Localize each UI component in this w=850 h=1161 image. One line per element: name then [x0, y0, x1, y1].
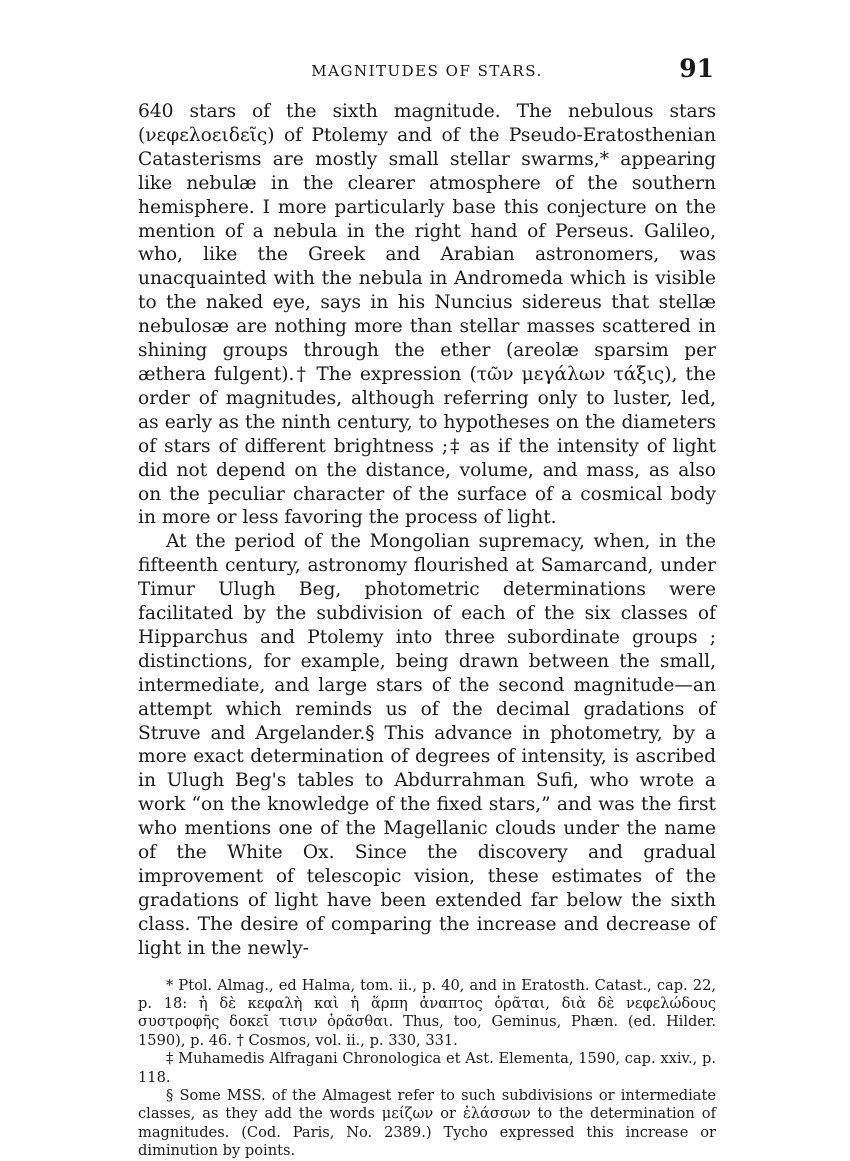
running-title: MAGNITUDES OF STARS.	[311, 62, 543, 80]
body-paragraph: At the period of the Mongolian supremacy, when, in the fifteenth century, astronomy flourished at Samarcand, under Timur Ulugh Beg, photometric determinations were facilitated by the subdivision of each of the six classes of Hipparchus and Ptolemy into three subordinate groups ; distinctions, for example, being drawn between the small, intermediate, and large stars of the second magnitude—an attempt which reminds us of the decimal gradations of Struve and Argelander.§ This advance in photometry, by a more exact determination of degrees of intensity, is ascribed in Ulugh Beg's tables to Abdurrahman Sufi, who wrote a work “on the knowledge of the fixed stars,” and was the first who mentions one of the Magellanic clouds under the name of the White Ox. Since the discovery and gradual improvement of telescopic vision, these estimates of the gradations of light have been extended far below the sixth class. The desire of comparing the increase and decrease of light in the newly-	[138, 531, 716, 959]
body-text	[138, 100, 716, 961]
footnote: ‡ Muhamedis Alfragani Chronologica et Ast. Elementa, 1590, cap. xxiv., p. 118.	[138, 1050, 716, 1086]
body-paragraph: 640 stars of the sixth magnitude. The nebulous stars (νεφελοειδεῖς) of Ptolemy and of the Pseudo-Eratosthenian Catasterisms are mostly small stellar swarms,* appearing like nebulæ in the clearer atmosphere of the southern hemisphere. I more particularly base this conjecture on the mention of a nebula in the right hand of Perseus. Galileo, who, like the Greek and Arabian astronomers, was unacquainted with the nebula in Andromeda which is visible to the naked eye, says in his Nuncius sidereus that stellæ nebulosæ are nothing more than stellar masses scattered in shining groups through the ether (areolæ sparsim per æthera fulgent).† The expression (τῶν μεγάλων τάξις), the order of magnitudes, although referring only to luster, led, as early as the ninth century, to hypotheses on the diameters of stars of different brightness ;‡ as if the intensity of light did not depend on the distance, volume, and mass, as also on the peculiar character of the surface of a cosmical body in more or less favoring the process of light.	[138, 101, 716, 529]
page-number: 91	[679, 54, 714, 83]
footnote: * Ptol. Almag., ed Halma, tom. ii., p. 40, and in Eratosth. Catast., cap. 22, p. 18: ἡ δὲ κεφαλὴ καὶ ἡ ἅρπη ἀναπτος ὁρᾶται, διὰ δὲ νεφελώδους συστροφῆς δοκεῖ τισιν ὁρᾶσθαι. Thus, too, Geminus, Phæn. (ed. Hilder. 1590), p. 46. † Cosmos, vol. ii., p. 330, 331.	[138, 976, 716, 1049]
footnote: § Some MSS. of the Almagest refer to such subdivisions or intermediate classes, as they add the words μείζων or ἐλάσσων to the determination of magnitudes. (Cod. Paris, No. 2389.) Tycho expressed this increase or diminution by points.	[138, 1087, 716, 1160]
running-head	[138, 52, 716, 86]
footnotes	[138, 977, 716, 1161]
book-page	[138, 52, 716, 1161]
